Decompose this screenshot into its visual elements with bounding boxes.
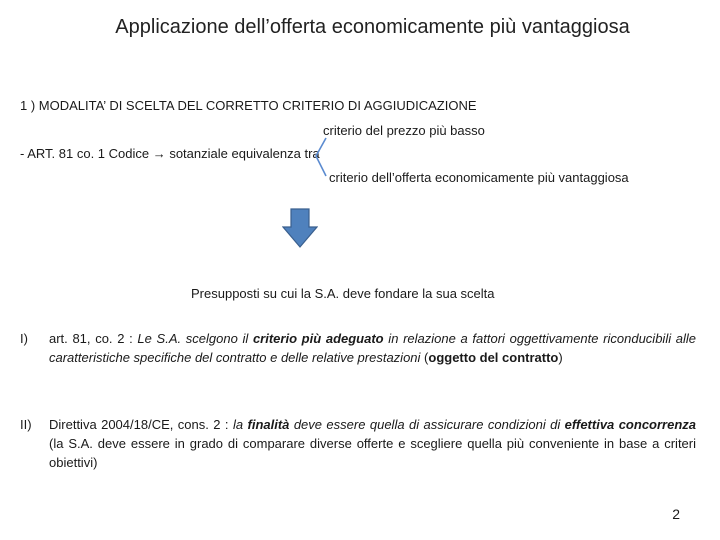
section-heading: 1 ) MODALITA’ DI SCELTA DEL CORRETTO CRITERIO DI AGGIUDICAZIONE <box>20 98 477 113</box>
option-lowest-price: criterio del prezzo più basso <box>323 123 485 138</box>
item-text-part: ) <box>558 350 563 365</box>
article-81-suffix: sotanziale equivalenza tra <box>165 146 320 161</box>
prerequisites-heading: Presupposti su cui la S.A. deve fondare la sua scelta <box>191 286 495 301</box>
item-text-part: in relazione a fattori oggettivamente riconducibili alle caratteristiche specifiche del contratto e delle relative prestazioni <box>49 331 697 365</box>
item-text-part: Le S.A. scelgono il <box>137 331 253 346</box>
item-emphasis: finalità <box>247 417 290 432</box>
item-text-part: la <box>232 417 248 432</box>
item-text <box>49 415 696 472</box>
down-block-arrow-icon <box>282 208 318 248</box>
item-text-part: deve essere quella di assicurare condizioni di <box>289 417 565 432</box>
prerequisite-item-2 <box>20 415 696 472</box>
prerequisite-item-1 <box>20 329 696 367</box>
item-reference: Direttiva 2004/18/CE, cons. 2 : <box>49 417 233 432</box>
item-reference: art. 81, co. 2 : <box>49 331 138 346</box>
item-text-part: ( <box>420 350 429 365</box>
item-number: I) <box>20 331 28 346</box>
item-emphasis: oggetto del contratto <box>428 350 559 365</box>
item-emphasis: effettiva concorrenza <box>564 417 697 432</box>
option-best-value-offer: criterio dell’offerta economicamente più vantaggiosa <box>329 170 629 185</box>
slide-title: Applicazione dell’offerta economicamente più vantaggiosa <box>115 16 630 38</box>
right-arrow-icon: → <box>152 146 166 161</box>
article-81-line <box>20 146 320 161</box>
item-emphasis: criterio più adeguato <box>252 331 384 346</box>
item-text <box>49 329 696 367</box>
article-81-prefix: - ART. 81 co. 1 Codice <box>20 146 153 161</box>
item-text-part: (la S.A. deve essere in grado di comparare diverse offerte e scegliere quella più conveniente in base a criteri obiettivi) <box>49 436 696 470</box>
item-number: II) <box>20 417 32 432</box>
page-number: 2 <box>672 506 680 522</box>
